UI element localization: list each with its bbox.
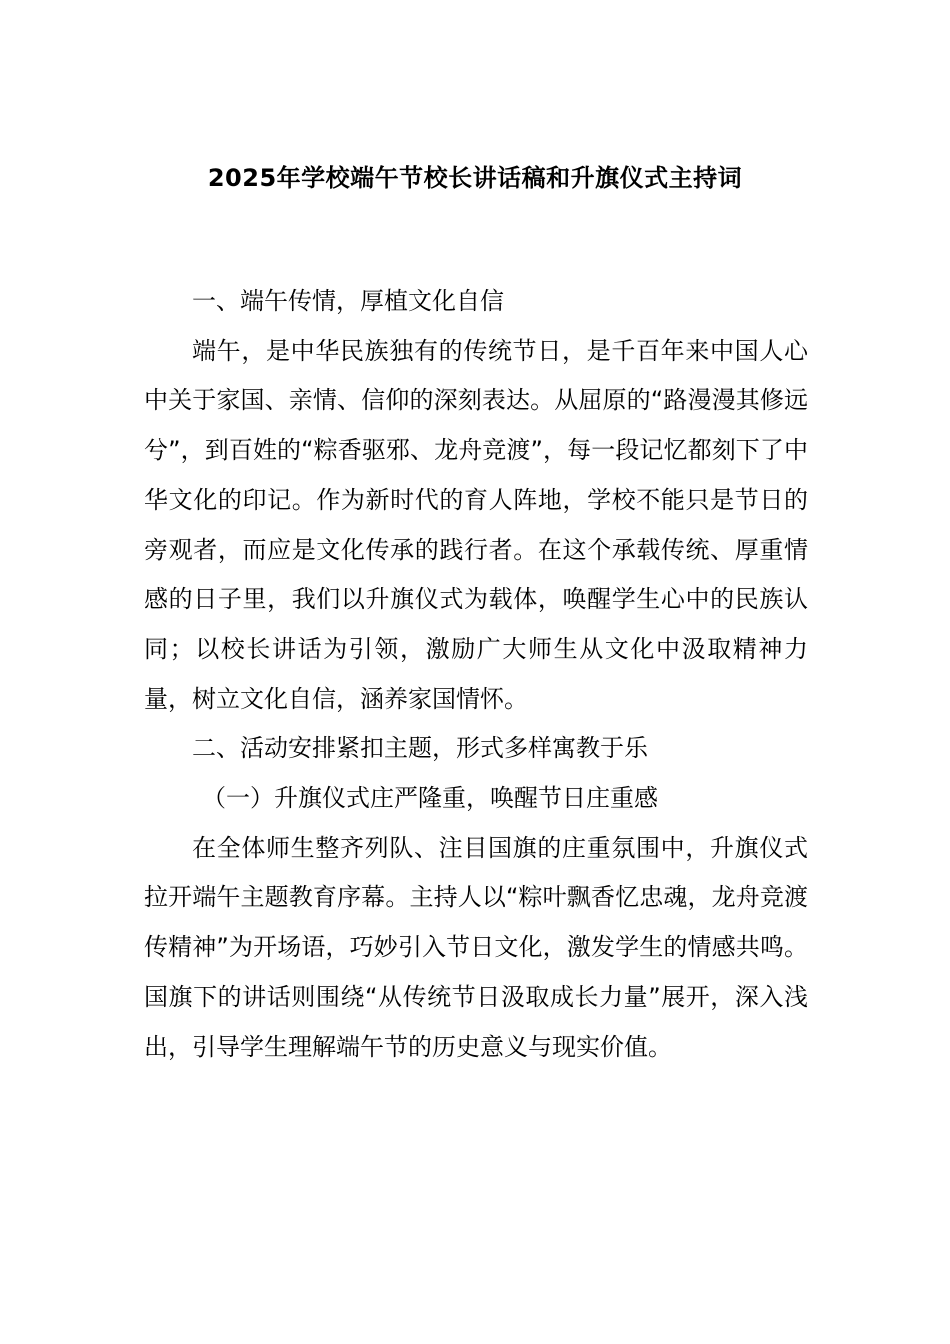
body-paragraph-1: 端午，是中华民族独有的传统节日，是千百年来中国人心中关于家国、亲情、信仰的深刻表达。从屈原的“路漫漫其修远兮”，到百姓的“粽香驱邪、龙舟竞渡”，每一段记忆都刻下了中华文化的印记。作为新时代的育人阵地，学校不能只是节日的旁观者，而应是文化传承的践行者。在这个承载传统、厚重情感的日子里，我们以升旗仪式为载体，唤醒学生心中的民族认同；以校长讲话为引领，激励广大师生从文化中汲取精神力量，树立文化自信，涵养家国情怀。 — [144, 336, 808, 713]
subsection-heading-1: （一）升旗仪式庄严隆重，唤醒节日庄重感 — [202, 784, 658, 813]
document-title: 2025年学校端午节校长讲话稿和升旗仪式主持词 — [207, 164, 743, 192]
section-heading-2: 二、活动安排紧扣主题，形式多样寓教于乐 — [192, 734, 648, 763]
section-heading-1: 一、端午传情，厚植文化自信 — [192, 287, 504, 315]
document-body — [144, 277, 808, 1072]
body-paragraph-2: 在全体师生整齐列队、注目国旗的庄重氛围中，升旗仪式拉开端午主题教育序幕。主持人以“粽叶飘香忆忠魂，龙舟竞渡传精神”为开场语，巧妙引入节日文化，激发学生的情感共鸣。国旗下的讲话则围绕“从传统节日汲取成长力量”展开，深入浅出，引导学生理解端午节的历史意义与现实价值。 — [144, 833, 808, 1061]
